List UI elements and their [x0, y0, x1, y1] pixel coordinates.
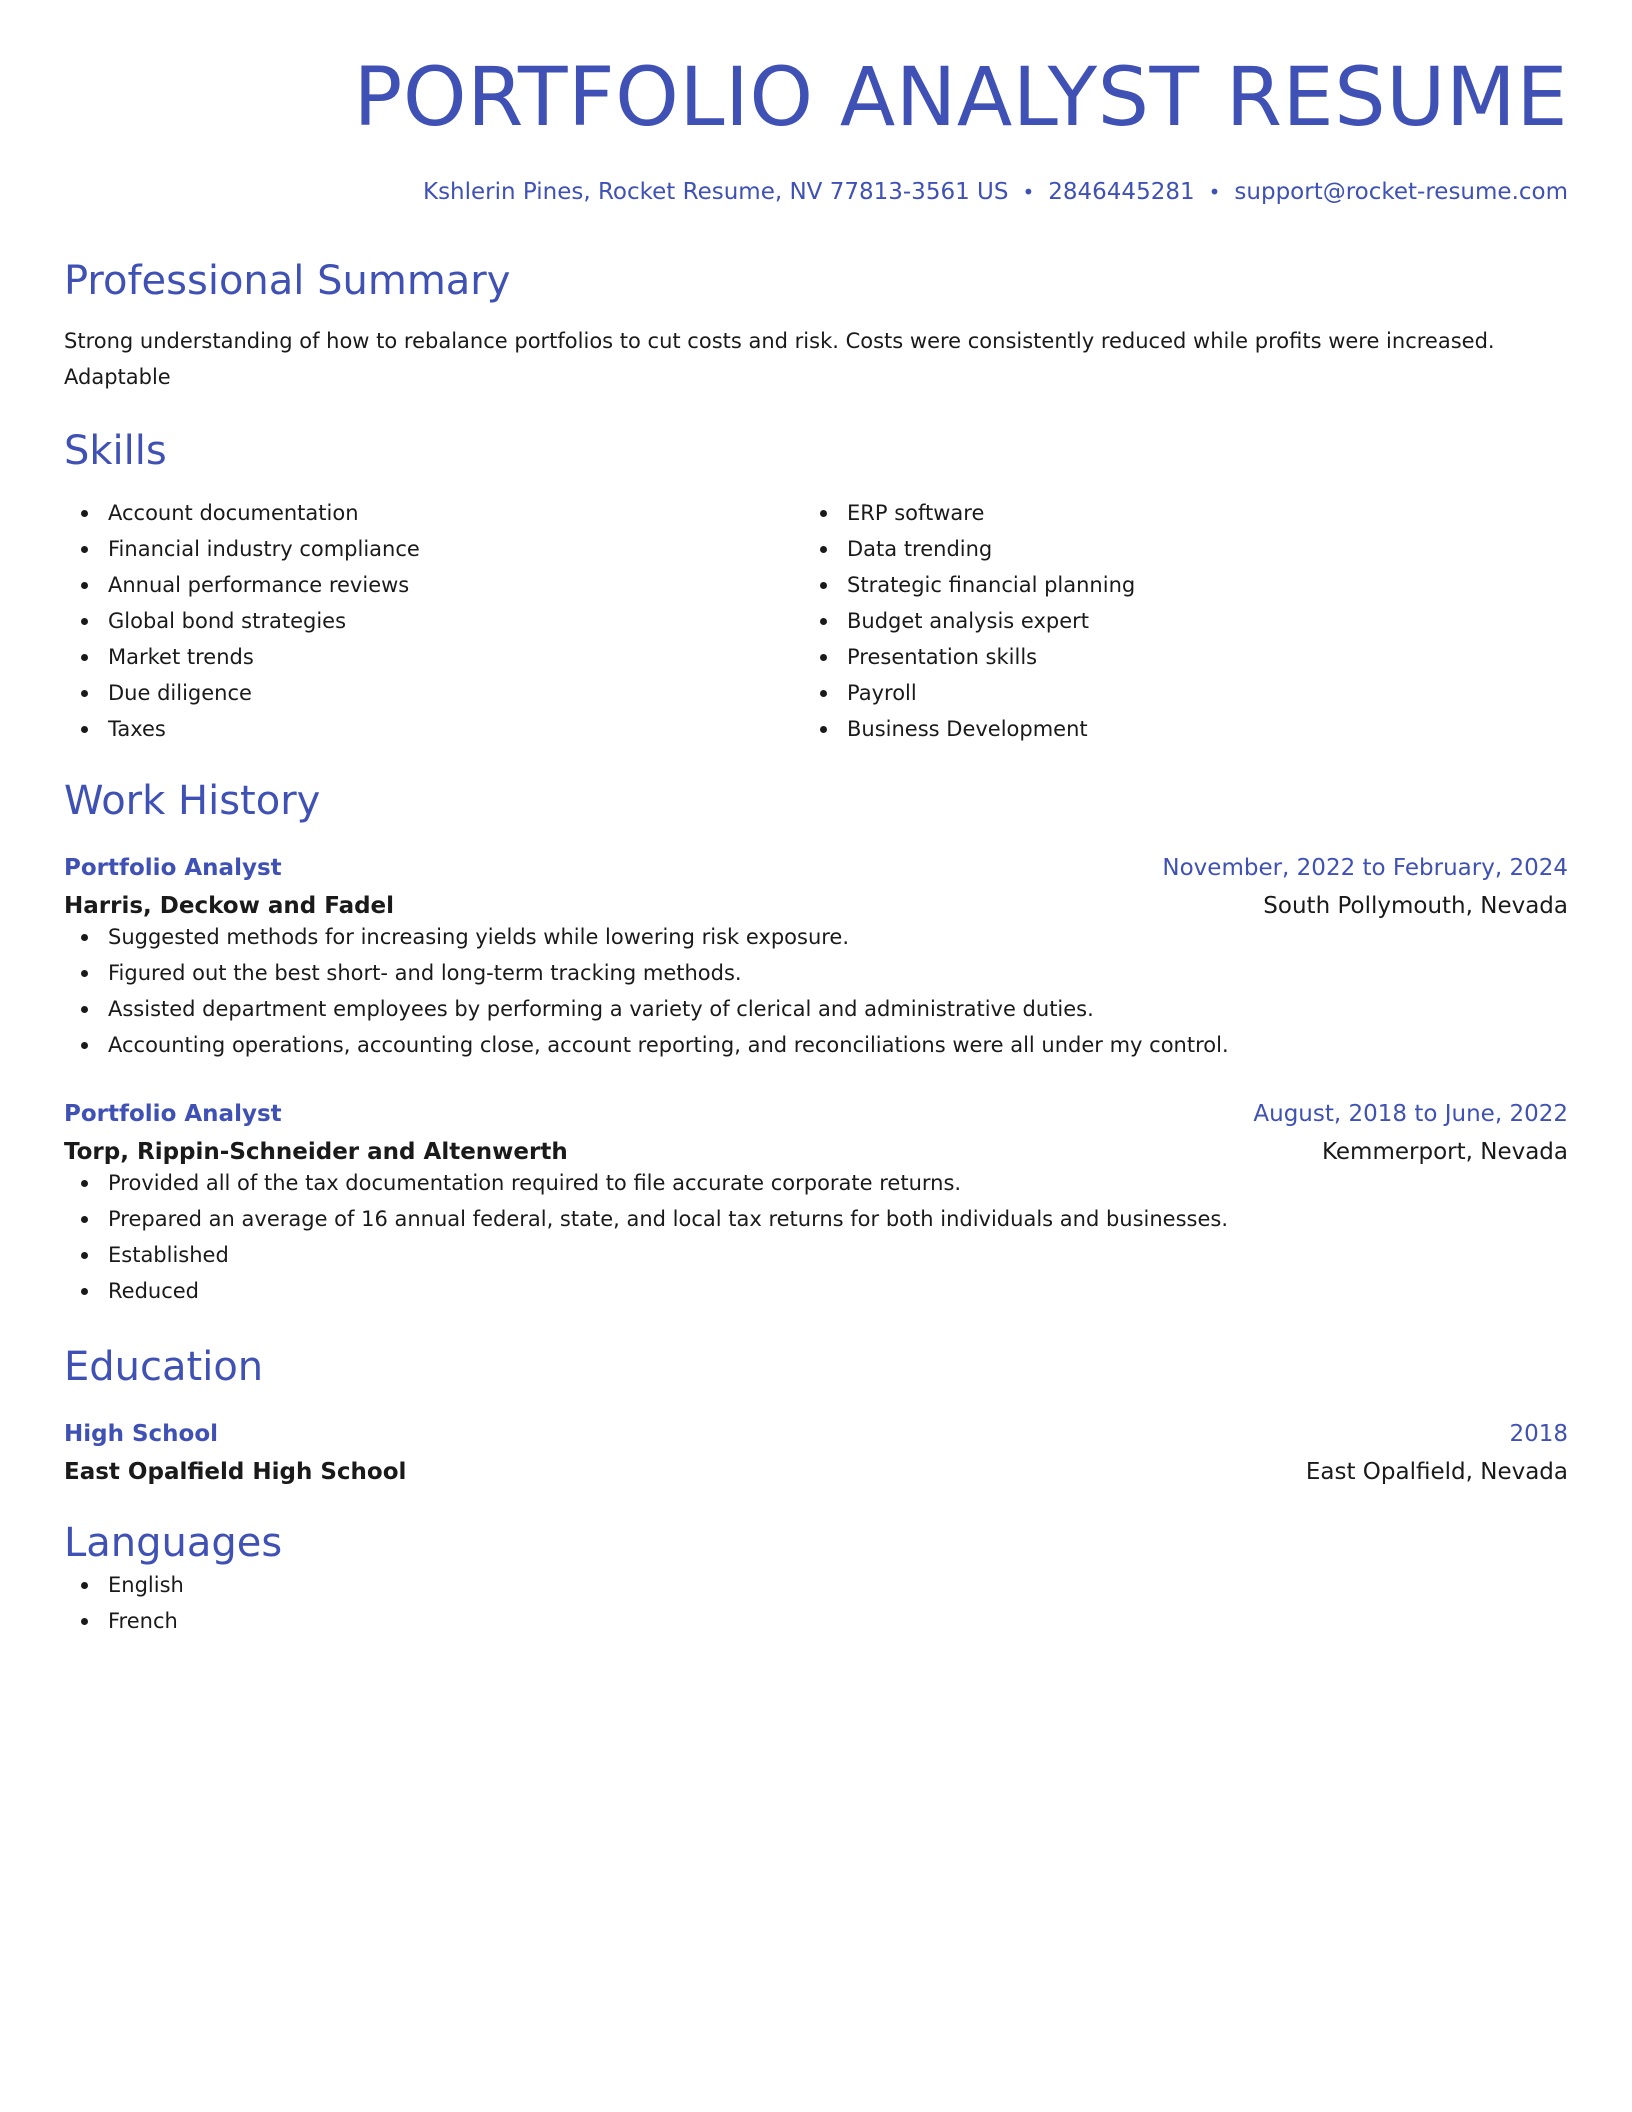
skill-item: Global bond strategies	[64, 603, 803, 639]
job-duty-item: Provided all of the tax documentation required to file accurate corporate returns.	[64, 1165, 1568, 1201]
job-header-row	[64, 855, 1568, 881]
skill-item: Annual performance reviews	[64, 567, 803, 603]
contact-line	[64, 179, 1568, 207]
job-duty-item: Figured out the best short- and long-term tracking methods.	[64, 955, 1568, 991]
job-duties-list	[64, 1165, 1568, 1309]
skill-item: Payroll	[803, 675, 1542, 711]
language-item: French	[64, 1603, 1568, 1639]
summary-text: Strong understanding of how to rebalance portfolios to cut costs and risk. Costs were consistently reduced while profits were increased. Adaptable	[64, 328, 1495, 389]
job-company: Harris, Deckow and Fadel	[64, 892, 395, 919]
job-duty-item: Assisted department employees by performing a variety of clerical and administrative duties.	[64, 991, 1568, 1027]
education-school-row	[64, 1459, 1568, 1485]
education-location: East Opalfield, Nevada	[1305, 1458, 1568, 1485]
job-header-row	[64, 1101, 1568, 1127]
job-company-row	[64, 893, 1568, 919]
skills-left-list	[64, 495, 803, 747]
skill-item: Budget analysis expert	[803, 603, 1542, 639]
skill-item: ERP software	[803, 495, 1542, 531]
contact-address: Kshlerin Pines, Rocket Resume, NV 77813-3561 US	[422, 179, 1009, 205]
skill-item: Business Development	[803, 711, 1542, 747]
skills-grid	[64, 495, 1568, 747]
education-entry	[64, 1421, 1568, 1485]
resume-title: PORTFOLIO ANALYST RESUME	[353, 51, 1568, 145]
work-history-heading: Work History	[64, 777, 321, 824]
contact-email[interactable]: support@rocket-resume.com	[1234, 179, 1568, 205]
skills-right-list	[803, 495, 1542, 747]
contact-separator: •	[1022, 180, 1035, 204]
contact-separator: •	[1208, 180, 1221, 204]
job-title: Portfolio Analyst	[64, 854, 282, 881]
skill-item: Financial industry compliance	[64, 531, 803, 567]
job-company-row	[64, 1139, 1568, 1165]
education-heading: Education	[64, 1343, 264, 1390]
job-duty-item: Suggested methods for increasing yields while lowering risk exposure.	[64, 919, 1568, 955]
skill-item: Strategic financial planning	[803, 567, 1542, 603]
job-location: Kemmerport, Nevada	[1321, 1138, 1568, 1165]
job-duty-item: Prepared an average of 16 annual federal, state, and local tax returns for both individuals and businesses.	[64, 1201, 1568, 1237]
languages-heading: Languages	[64, 1519, 283, 1566]
skill-item: Taxes	[64, 711, 803, 747]
job-dates: November, 2022 to February, 2024	[1162, 854, 1568, 881]
skill-item: Data trending	[803, 531, 1542, 567]
contact-phone[interactable]: 2846445281	[1048, 179, 1195, 205]
job-title: Portfolio Analyst	[64, 1100, 282, 1127]
language-item: English	[64, 1567, 1568, 1603]
skill-item: Account documentation	[64, 495, 803, 531]
job-duties-list	[64, 919, 1568, 1063]
education-header-row	[64, 1421, 1568, 1447]
job-entry	[64, 855, 1568, 1063]
job-duty-item: Established	[64, 1237, 1568, 1273]
languages-list	[64, 1567, 1568, 1639]
skill-item: Market trends	[64, 639, 803, 675]
skills-heading: Skills	[64, 427, 167, 474]
job-duty-item: Reduced	[64, 1273, 1568, 1309]
job-company: Torp, Rippin-Schneider and Altenwerth	[64, 1138, 568, 1165]
education-degree: High School	[64, 1420, 219, 1447]
education-year: 2018	[1509, 1420, 1568, 1447]
job-duty-item: Accounting operations, accounting close, account reporting, and reconciliations were all under my control.	[64, 1027, 1568, 1063]
job-entry	[64, 1101, 1568, 1309]
skill-item: Presentation skills	[803, 639, 1542, 675]
education-school: East Opalfield High School	[64, 1458, 407, 1485]
skill-item: Due diligence	[64, 675, 803, 711]
job-location: South Pollymouth, Nevada	[1263, 892, 1568, 919]
job-dates: August, 2018 to June, 2022	[1253, 1100, 1568, 1127]
summary-heading: Professional Summary	[64, 257, 511, 304]
